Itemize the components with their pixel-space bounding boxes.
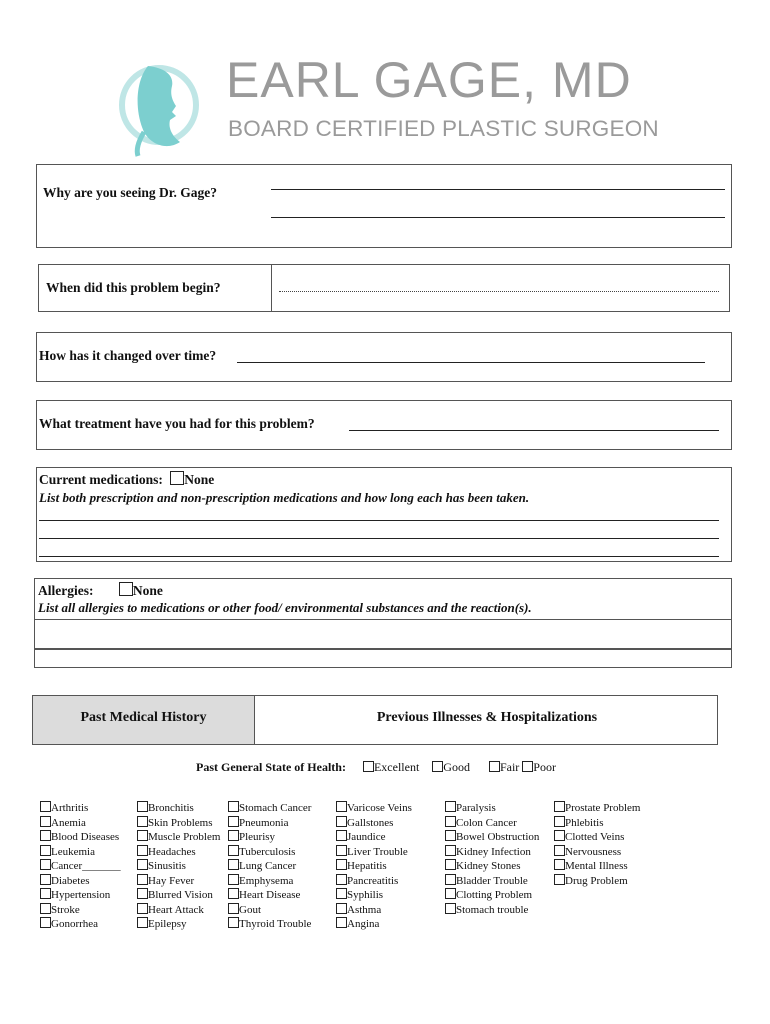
onset-line[interactable] — [279, 291, 719, 292]
health-fair-label: Fair — [499, 760, 520, 774]
treatment-label: What treatment have you had for this problem? — [39, 416, 315, 431]
condition-item[interactable] — [228, 859, 311, 874]
practice-tagline: BOARD CERTIFIED PLASTIC SURGEON — [228, 116, 659, 141]
allergies-label: Allergies: — [38, 583, 94, 598]
condition-label: Colon Cancer — [456, 816, 517, 829]
condition-checkbox[interactable] — [228, 874, 239, 885]
condition-checkbox[interactable] — [40, 845, 51, 856]
medications-label: Current medications: — [39, 472, 163, 487]
condition-label: Pneumonia — [239, 816, 289, 829]
face-profile-icon — [118, 50, 200, 160]
condition-item[interactable] — [228, 845, 311, 860]
allergies-section — [34, 578, 732, 668]
change-section — [36, 332, 732, 382]
condition-label: Hepatitis — [347, 860, 387, 872]
condition-label: Diabetes — [51, 874, 90, 887]
condition-label: Stroke — [51, 903, 80, 916]
condition-checkbox[interactable] — [137, 917, 148, 928]
condition-checkbox[interactable] — [445, 816, 456, 827]
condition-checkbox[interactable] — [228, 801, 239, 812]
onset-section — [38, 264, 730, 312]
condition-checkbox[interactable] — [336, 830, 347, 841]
condition-item[interactable] — [554, 830, 640, 845]
condition-label: Arthritis — [51, 802, 89, 814]
condition-checkbox[interactable] — [40, 874, 51, 885]
condition-checkbox[interactable] — [228, 888, 239, 899]
conditions-column-3 — [228, 801, 311, 932]
condition-label: Kidney Stones — [456, 860, 521, 872]
condition-item[interactable] — [40, 845, 121, 860]
condition-checkbox[interactable] — [554, 830, 565, 841]
condition-item[interactable] — [445, 859, 539, 874]
condition-item[interactable] — [336, 859, 412, 874]
conditions-column-5 — [445, 801, 539, 917]
condition-label: Lung Cancer — [239, 860, 297, 872]
condition-item[interactable] — [336, 888, 412, 903]
condition-item[interactable] — [40, 874, 121, 889]
condition-item[interactable] — [554, 845, 640, 860]
condition-label: Hay Fever — [148, 874, 195, 887]
condition-label: Angina — [347, 918, 380, 930]
reason-line-2[interactable] — [271, 217, 725, 218]
reason-line-1[interactable] — [271, 189, 725, 190]
condition-item[interactable] — [228, 801, 311, 816]
reason-section — [36, 164, 732, 248]
allergies-instructions: List all allergies to medications or other food/ environmental substances and the reaction(s). — [38, 600, 532, 615]
health-state-row — [196, 760, 556, 775]
condition-label: Gout — [239, 903, 261, 916]
condition-checkbox[interactable] — [228, 845, 239, 856]
condition-item[interactable] — [445, 830, 539, 845]
onset-label: When did this problem begin? — [46, 280, 221, 295]
condition-checkbox[interactable] — [137, 801, 148, 812]
condition-checkbox[interactable] — [40, 903, 51, 914]
allergies-none-checkbox[interactable] — [119, 582, 133, 596]
condition-checkbox[interactable] — [336, 888, 347, 899]
condition-item[interactable] — [40, 917, 121, 932]
conditions-column-6 — [554, 801, 640, 888]
condition-checkbox[interactable] — [445, 874, 456, 885]
condition-item[interactable] — [137, 801, 220, 816]
condition-item[interactable] — [228, 903, 311, 918]
condition-label: Bowel Obstruction — [456, 831, 540, 843]
condition-item[interactable] — [137, 845, 220, 860]
condition-label: Jaundice — [347, 831, 386, 843]
health-state-label: Past General State of Health: — [196, 760, 346, 774]
condition-checkbox[interactable] — [137, 888, 148, 899]
condition-label: Pleurisy — [239, 831, 276, 843]
conditions-column-4 — [336, 801, 412, 932]
condition-item[interactable] — [40, 830, 121, 845]
condition-item[interactable] — [336, 801, 412, 816]
previous-illnesses-heading: Previous Illnesses & Hospitalizations — [376, 710, 598, 725]
condition-item[interactable] — [336, 816, 412, 831]
condition-label: Mental Illness — [565, 860, 628, 872]
medications-line-1[interactable] — [39, 520, 719, 521]
history-header — [32, 695, 718, 745]
condition-label: Emphysema — [239, 874, 294, 887]
condition-item[interactable] — [137, 888, 220, 903]
condition-item[interactable] — [336, 874, 412, 889]
health-poor-checkbox[interactable] — [522, 761, 533, 772]
condition-label: Gonorrhea — [51, 918, 99, 930]
condition-checkbox[interactable] — [445, 830, 456, 841]
condition-item[interactable] — [228, 816, 311, 831]
allergies-input-row-1[interactable] — [35, 619, 731, 650]
condition-checkbox[interactable] — [137, 903, 148, 914]
condition-checkbox[interactable] — [554, 801, 565, 812]
condition-item[interactable] — [228, 888, 311, 903]
condition-checkbox[interactable] — [40, 859, 51, 870]
condition-item[interactable] — [137, 874, 220, 889]
condition-checkbox[interactable] — [554, 859, 565, 870]
condition-label: Phlebitis — [565, 816, 604, 829]
condition-checkbox[interactable] — [336, 845, 347, 856]
condition-checkbox[interactable] — [40, 816, 51, 827]
condition-item[interactable] — [445, 888, 539, 903]
condition-checkbox[interactable] — [228, 917, 239, 928]
condition-item[interactable] — [336, 845, 412, 860]
condition-item[interactable] — [554, 874, 640, 889]
condition-item[interactable] — [336, 917, 412, 932]
condition-checkbox[interactable] — [554, 845, 565, 856]
condition-checkbox[interactable] — [40, 917, 51, 928]
condition-item[interactable] — [40, 801, 121, 816]
treatment-line[interactable] — [349, 430, 719, 431]
condition-checkbox[interactable] — [228, 859, 239, 870]
condition-label: Asthma — [347, 903, 382, 916]
condition-item[interactable] — [228, 830, 311, 845]
condition-checkbox[interactable] — [228, 903, 239, 914]
health-excellent-label: Excellent — [373, 760, 420, 774]
condition-checkbox[interactable] — [445, 801, 456, 812]
condition-label: Hypertension — [51, 889, 111, 901]
condition-label: Thyroid Trouble — [239, 918, 312, 930]
change-label: How has it changed over time? — [39, 348, 217, 363]
health-good-label: Good — [443, 760, 470, 774]
medications-none-checkbox[interactable] — [170, 471, 184, 485]
reason-label: Why are you seeing Dr. Gage? — [43, 185, 217, 200]
change-line[interactable] — [237, 362, 705, 363]
allergies-input-row-2[interactable] — [35, 649, 731, 667]
medications-instructions: List both prescription and non-prescription medications and how long each has been taken. — [39, 490, 530, 505]
condition-checkbox[interactable] — [137, 830, 148, 841]
condition-label: Nervousness — [565, 845, 622, 858]
condition-label: Pancreatitis — [347, 874, 399, 887]
condition-label: Headaches — [148, 845, 196, 858]
condition-checkbox[interactable] — [137, 816, 148, 827]
condition-checkbox[interactable] — [137, 874, 148, 885]
condition-checkbox[interactable] — [336, 816, 347, 827]
condition-item[interactable] — [445, 845, 539, 860]
condition-label: Syphilis — [347, 889, 384, 901]
condition-label: Heart Disease — [239, 889, 301, 901]
condition-item[interactable] — [445, 816, 539, 831]
health-excellent-checkbox[interactable] — [363, 761, 374, 772]
condition-checkbox[interactable] — [40, 830, 51, 841]
medications-section — [36, 467, 732, 562]
condition-checkbox[interactable] — [137, 859, 148, 870]
condition-label: Sinusitis — [148, 860, 186, 872]
medications-none-label: None — [184, 472, 215, 487]
condition-item[interactable] — [137, 859, 220, 874]
medications-line-3[interactable] — [39, 556, 719, 557]
condition-label: Tuberculosis — [239, 845, 296, 858]
allergies-none-label: None — [132, 583, 163, 598]
condition-checkbox[interactable] — [336, 859, 347, 870]
condition-label: Blurred Vision — [148, 889, 213, 901]
condition-item[interactable] — [445, 801, 539, 816]
condition-label: Leukemia — [51, 845, 95, 858]
condition-label: Clotting Problem — [456, 889, 533, 901]
condition-label: Heart Attack — [148, 903, 204, 916]
condition-checkbox[interactable] — [336, 917, 347, 928]
condition-label: Kidney Infection — [456, 845, 531, 858]
condition-checkbox[interactable] — [336, 801, 347, 812]
condition-item[interactable] — [445, 903, 539, 918]
condition-item[interactable] — [137, 830, 220, 845]
condition-checkbox[interactable] — [445, 859, 456, 870]
condition-label: Liver Trouble — [347, 845, 408, 858]
condition-item[interactable] — [40, 816, 121, 831]
condition-label: Muscle Problem — [148, 831, 221, 843]
condition-item[interactable] — [228, 874, 311, 889]
logo — [118, 50, 678, 160]
medications-line-2[interactable] — [39, 538, 719, 539]
condition-checkbox[interactable] — [228, 830, 239, 841]
condition-label: Stomach Cancer — [239, 802, 312, 814]
condition-item[interactable] — [336, 903, 412, 918]
condition-label: Drug Problem — [565, 874, 628, 887]
condition-item[interactable] — [40, 888, 121, 903]
condition-checkbox[interactable] — [554, 874, 565, 885]
condition-checkbox[interactable] — [228, 816, 239, 827]
condition-checkbox[interactable] — [336, 874, 347, 885]
past-medical-history-heading: Past Medical History — [80, 710, 207, 725]
condition-checkbox[interactable] — [40, 888, 51, 899]
condition-checkbox[interactable] — [40, 801, 51, 812]
treatment-section — [36, 400, 732, 450]
condition-label: Bladder Trouble — [456, 874, 528, 887]
condition-label: Epilepsy — [148, 918, 187, 930]
condition-item[interactable] — [445, 874, 539, 889]
condition-label: Gallstones — [347, 816, 394, 829]
condition-checkbox[interactable] — [445, 903, 456, 914]
condition-item[interactable] — [137, 917, 220, 932]
condition-item[interactable] — [228, 917, 311, 932]
conditions-column-2 — [137, 801, 220, 932]
condition-item[interactable] — [554, 859, 640, 874]
condition-label: Cancer_______ — [51, 860, 121, 872]
condition-label: Blood Diseases — [51, 831, 120, 843]
condition-item[interactable] — [40, 903, 121, 918]
conditions-column-1 — [40, 801, 121, 932]
condition-label: Paralysis — [456, 802, 496, 814]
condition-checkbox[interactable] — [445, 888, 456, 899]
condition-label: Prostate Problem — [565, 802, 641, 814]
condition-checkbox[interactable] — [554, 816, 565, 827]
condition-item[interactable] — [137, 903, 220, 918]
condition-item[interactable] — [554, 816, 640, 831]
condition-checkbox[interactable] — [445, 845, 456, 856]
condition-item[interactable] — [137, 816, 220, 831]
health-poor-label: Poor — [533, 760, 556, 774]
condition-label: Varicose Veins — [347, 802, 412, 814]
condition-label: Stomach trouble — [456, 903, 529, 916]
condition-label: Anemia — [51, 816, 86, 829]
health-fair-checkbox[interactable] — [489, 761, 500, 772]
condition-item[interactable] — [40, 859, 121, 874]
condition-label: Skin Problems — [148, 816, 213, 829]
condition-label: Clotted Veins — [565, 831, 625, 843]
practice-name: EARL GAGE, MD — [226, 52, 632, 108]
condition-item[interactable] — [336, 830, 412, 845]
condition-checkbox[interactable] — [336, 903, 347, 914]
condition-label: Bronchitis — [148, 802, 194, 814]
condition-item[interactable] — [554, 801, 640, 816]
condition-checkbox[interactable] — [137, 845, 148, 856]
health-good-checkbox[interactable] — [432, 761, 443, 772]
